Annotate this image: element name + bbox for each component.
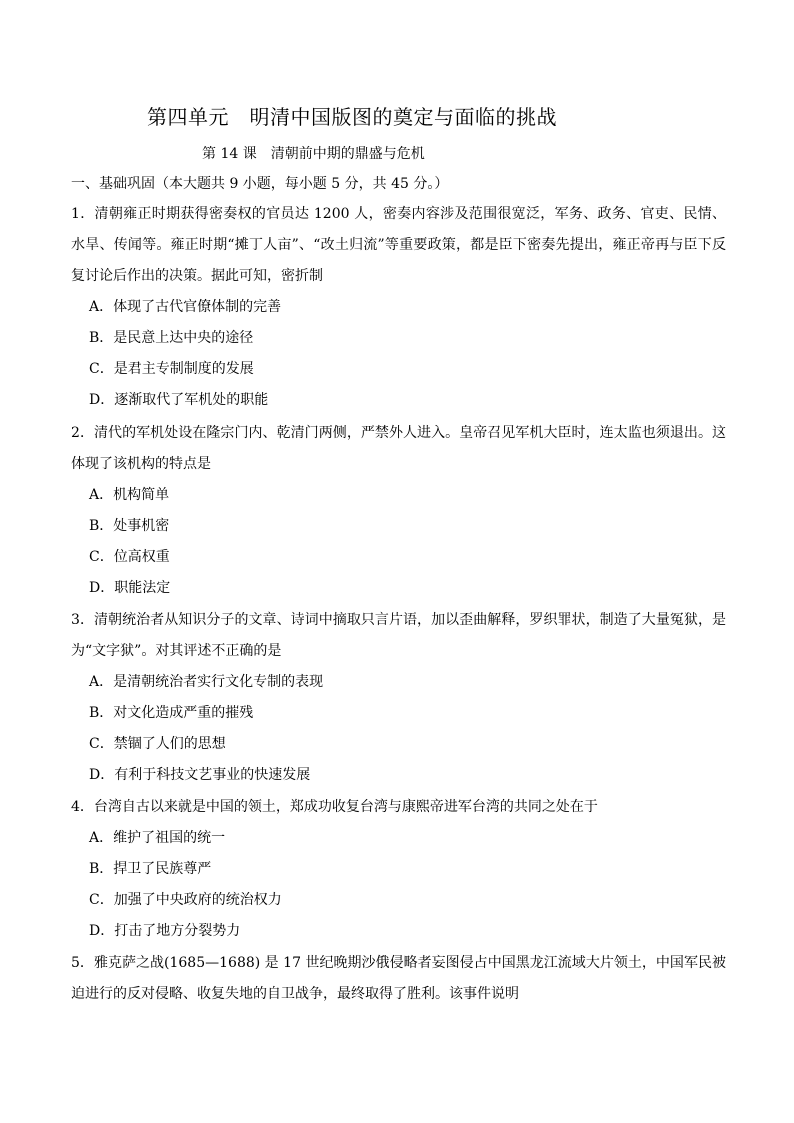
section-title: 一、基础巩固（本大题共 9 小题，每小题 5 分，共 45 分。） bbox=[71, 176, 449, 192]
option-c: C．禁锢了人们的思想 bbox=[89, 736, 226, 752]
question-3 bbox=[71, 605, 726, 791]
option-d: D．打击了地方分裂势力 bbox=[89, 923, 241, 939]
option-a: A．体现了古代官僚体制的完善 bbox=[89, 299, 282, 315]
option-d: D．逐渐取代了军机处的职能 bbox=[89, 392, 269, 408]
option-b: B．处事机密 bbox=[89, 518, 170, 534]
option-b: B．是民意上达中央的途径 bbox=[89, 330, 254, 346]
question-stem: 4．台湾自古以来就是中国的领土，郑成功收复台湾与康熙帝进军台湾的共同之处在于 bbox=[71, 799, 598, 815]
lesson-title: 第 14 课 清朝前中期的鼎盛与危机 bbox=[202, 146, 425, 162]
question-5 bbox=[71, 948, 726, 1010]
question-stem: 5．雅克萨之战(1685—1688) 是 17 世纪晚期沙俄侵略者妄图侵占中国黑龙江流域大片领土，中国军民被迫进行的反对侵略、收复失地的自卫战争，最终取得了胜利。该事件说明 bbox=[71, 955, 726, 1002]
option-b: B．对文化造成严重的摧残 bbox=[89, 705, 254, 721]
option-c: C．位高权重 bbox=[89, 549, 170, 565]
option-a: A．维护了祖国的统一 bbox=[89, 830, 226, 846]
option-b: B．捍卫了民族尊严 bbox=[89, 861, 212, 877]
option-list bbox=[71, 480, 726, 604]
question-stem: 3．清朝统治者从知识分子的文章、诗词中摘取只言片语，加以歪曲解释，罗织罪状，制造了大量冤狱，是为“文字狱”。对其评述不正确的是 bbox=[71, 612, 726, 659]
option-d: D．职能法定 bbox=[89, 580, 171, 596]
unit-title: 第四单元 明清中国版图的奠定与面临的挑战 bbox=[147, 105, 557, 129]
option-list bbox=[71, 823, 726, 947]
question-stem: 2．清代的军机处设在隆宗门内、乾清门两侧，严禁外人进入。皇帝召见军机大臣时，连太监也须退出。这体现了该机构的特点是 bbox=[71, 425, 726, 472]
question-2 bbox=[71, 418, 726, 604]
question-4 bbox=[71, 792, 726, 947]
option-c: C．是君主专制制度的发展 bbox=[89, 361, 254, 377]
question-stem: 1．清朝雍正时期获得密奏权的官员达 1200 人，密奏内容涉及范围很宽泛，军务、政务、官吏、民情、水旱、传闻等。雍正时期“摊丁人亩”、“改土归流”等重要政策，都是臣下密奏先提出，雍正帝再与臣下反复讨论后作出的决策。据此可知，密折制 bbox=[71, 206, 726, 284]
option-d: D．有利于科技文艺事业的快速发展 bbox=[89, 767, 311, 783]
option-list bbox=[71, 292, 726, 416]
option-list bbox=[71, 667, 726, 791]
option-a: A．机构简单 bbox=[89, 487, 170, 503]
option-a: A．是清朝统治者实行文化专制的表现 bbox=[89, 674, 324, 690]
question-1 bbox=[71, 199, 726, 416]
option-c: C．加强了中央政府的统治权力 bbox=[89, 892, 282, 908]
